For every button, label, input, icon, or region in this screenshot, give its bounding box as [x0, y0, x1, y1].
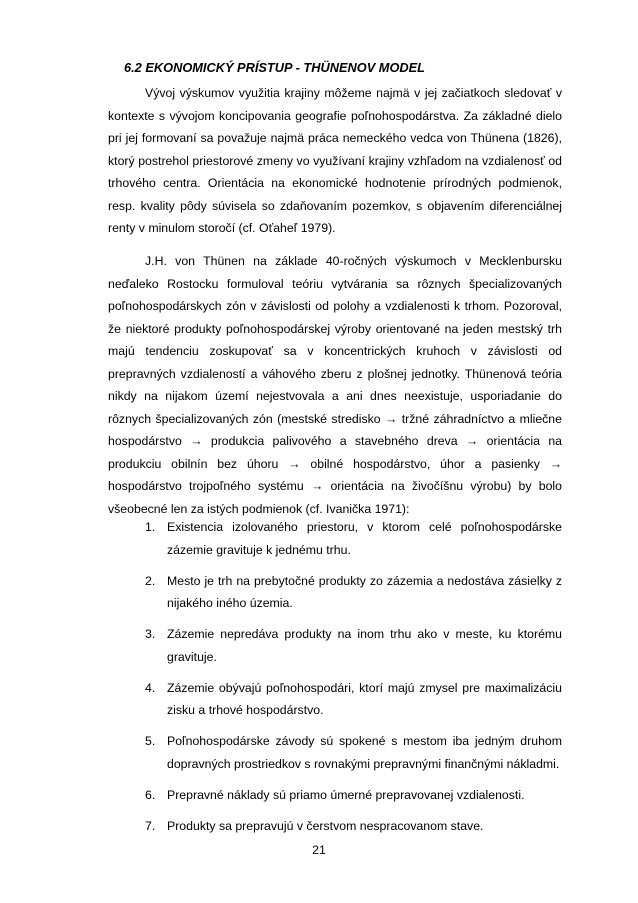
list-item-number: 5.	[145, 734, 156, 748]
list-item-number: 7.	[145, 818, 156, 833]
list-item	[145, 516, 562, 561]
list-item-text: Mesto je trh na prebytočné produkty zo zázemia a nedostáva zásielky z nijakého iného územia.	[167, 573, 562, 610]
list-item-number: 6.	[145, 787, 156, 802]
list-item-text: Produkty sa prepravujú v čerstvom nespracovanom stave.	[167, 818, 484, 833]
paragraph-2	[108, 250, 562, 520]
page-number: 21	[312, 843, 326, 857]
list-item-number: 4.	[145, 680, 156, 695]
conditions-list	[145, 516, 562, 846]
list-item-number: 1.	[145, 520, 156, 534]
list-item	[145, 677, 562, 722]
list-item	[145, 730, 562, 775]
list-item-text: Zázemie nepredáva produkty na inom trhu ako v meste, ku ktorému gravituje.	[167, 627, 562, 664]
list-item	[145, 623, 562, 668]
list-item-number: 3.	[145, 627, 156, 641]
list-item-text: Prepravné náklady sú priamo úmerné prepravovanej vzdialenosti.	[167, 787, 525, 802]
list-item-text: Poľnohospodárske závody sú spokené s mestom iba jedným druhom dopravných prostriedkov s rovnakými prepravnými finančnými nákladmi.	[167, 734, 562, 771]
list-item-text: Zázemie obývajú poľnohospodári, ktorí majú zmysel pre maximalizáciu zisku a trhové hospodárstvo.	[167, 680, 562, 717]
list-item-text: Existencia izolovaného priestoru, v ktorom celé poľnohospodárske zázemie gravituje k jednému trhu.	[167, 520, 562, 557]
list-item-number: 2.	[145, 573, 156, 588]
paragraph-1	[108, 82, 562, 240]
list-item	[145, 784, 562, 807]
paragraph-2-text: J.H. von Thünen na základe 40-ročných výskumoch v Mecklenbursku neďaleko Rostocku formuloval teóriu vytvárania sa rôznych špecializovaných poľnohospodárskych zón v závislosti od polohy a vzdialenosti k trhom. Pozoroval, že niektoré produkty poľnohospodárskej výroby orientované na jeden mestský trh majú tendenciu zoskupovať sa v koncentrických kruhoch v závislosti od prepravných vzdialeností a váhového zberu z plošnej jednotky. Thünenová teória nikdy na nijakom území nejestvovala a ani dnes neexistuje, usporiadanie do rôznych špecializovaných zón (mestské stredisko → tržné záhradníctvo a mliečne hospodárstvo → produkcia palivového a stavebného dreva → orientácia na produkciu obilnín bez úhoru → obilné hospodárstvo, úhor a pasienky → hospodárstvo trojpoľného systému → orientácia na živočíšnu výrobu) by bolo všeobecné len za istých podmienok (cf. Ivanička 1971):	[108, 254, 562, 516]
paragraph-1-text: Vývoj výskumov využitia krajiny môžeme najmä v jej začiatkoch sledovať v kontexte s vývojom koncipovania geografie poľnohospodárstva. Za základné dielo pri jej formovaní sa považuje najmä práca nemeckého vedca von Thünena (1826), ktorý postrehol priestorové zmeny vo využívaní krajiny vzhľadom na vzdialenosť od trhového centra. Orientácia na ekonomické hodnotenie prírodných podmienok, resp. kvality pôdy súvisela so zdaňovaním pozemkov, s objavením diferenciálnej renty v minulom storočí (cf. Oťaheľ 1979).	[108, 86, 562, 235]
list-item	[145, 570, 562, 615]
section-heading: 6.2 EKONOMICKÝ PRÍSTUP - THÜNENOV MODEL	[124, 60, 425, 75]
list-item	[145, 815, 562, 838]
